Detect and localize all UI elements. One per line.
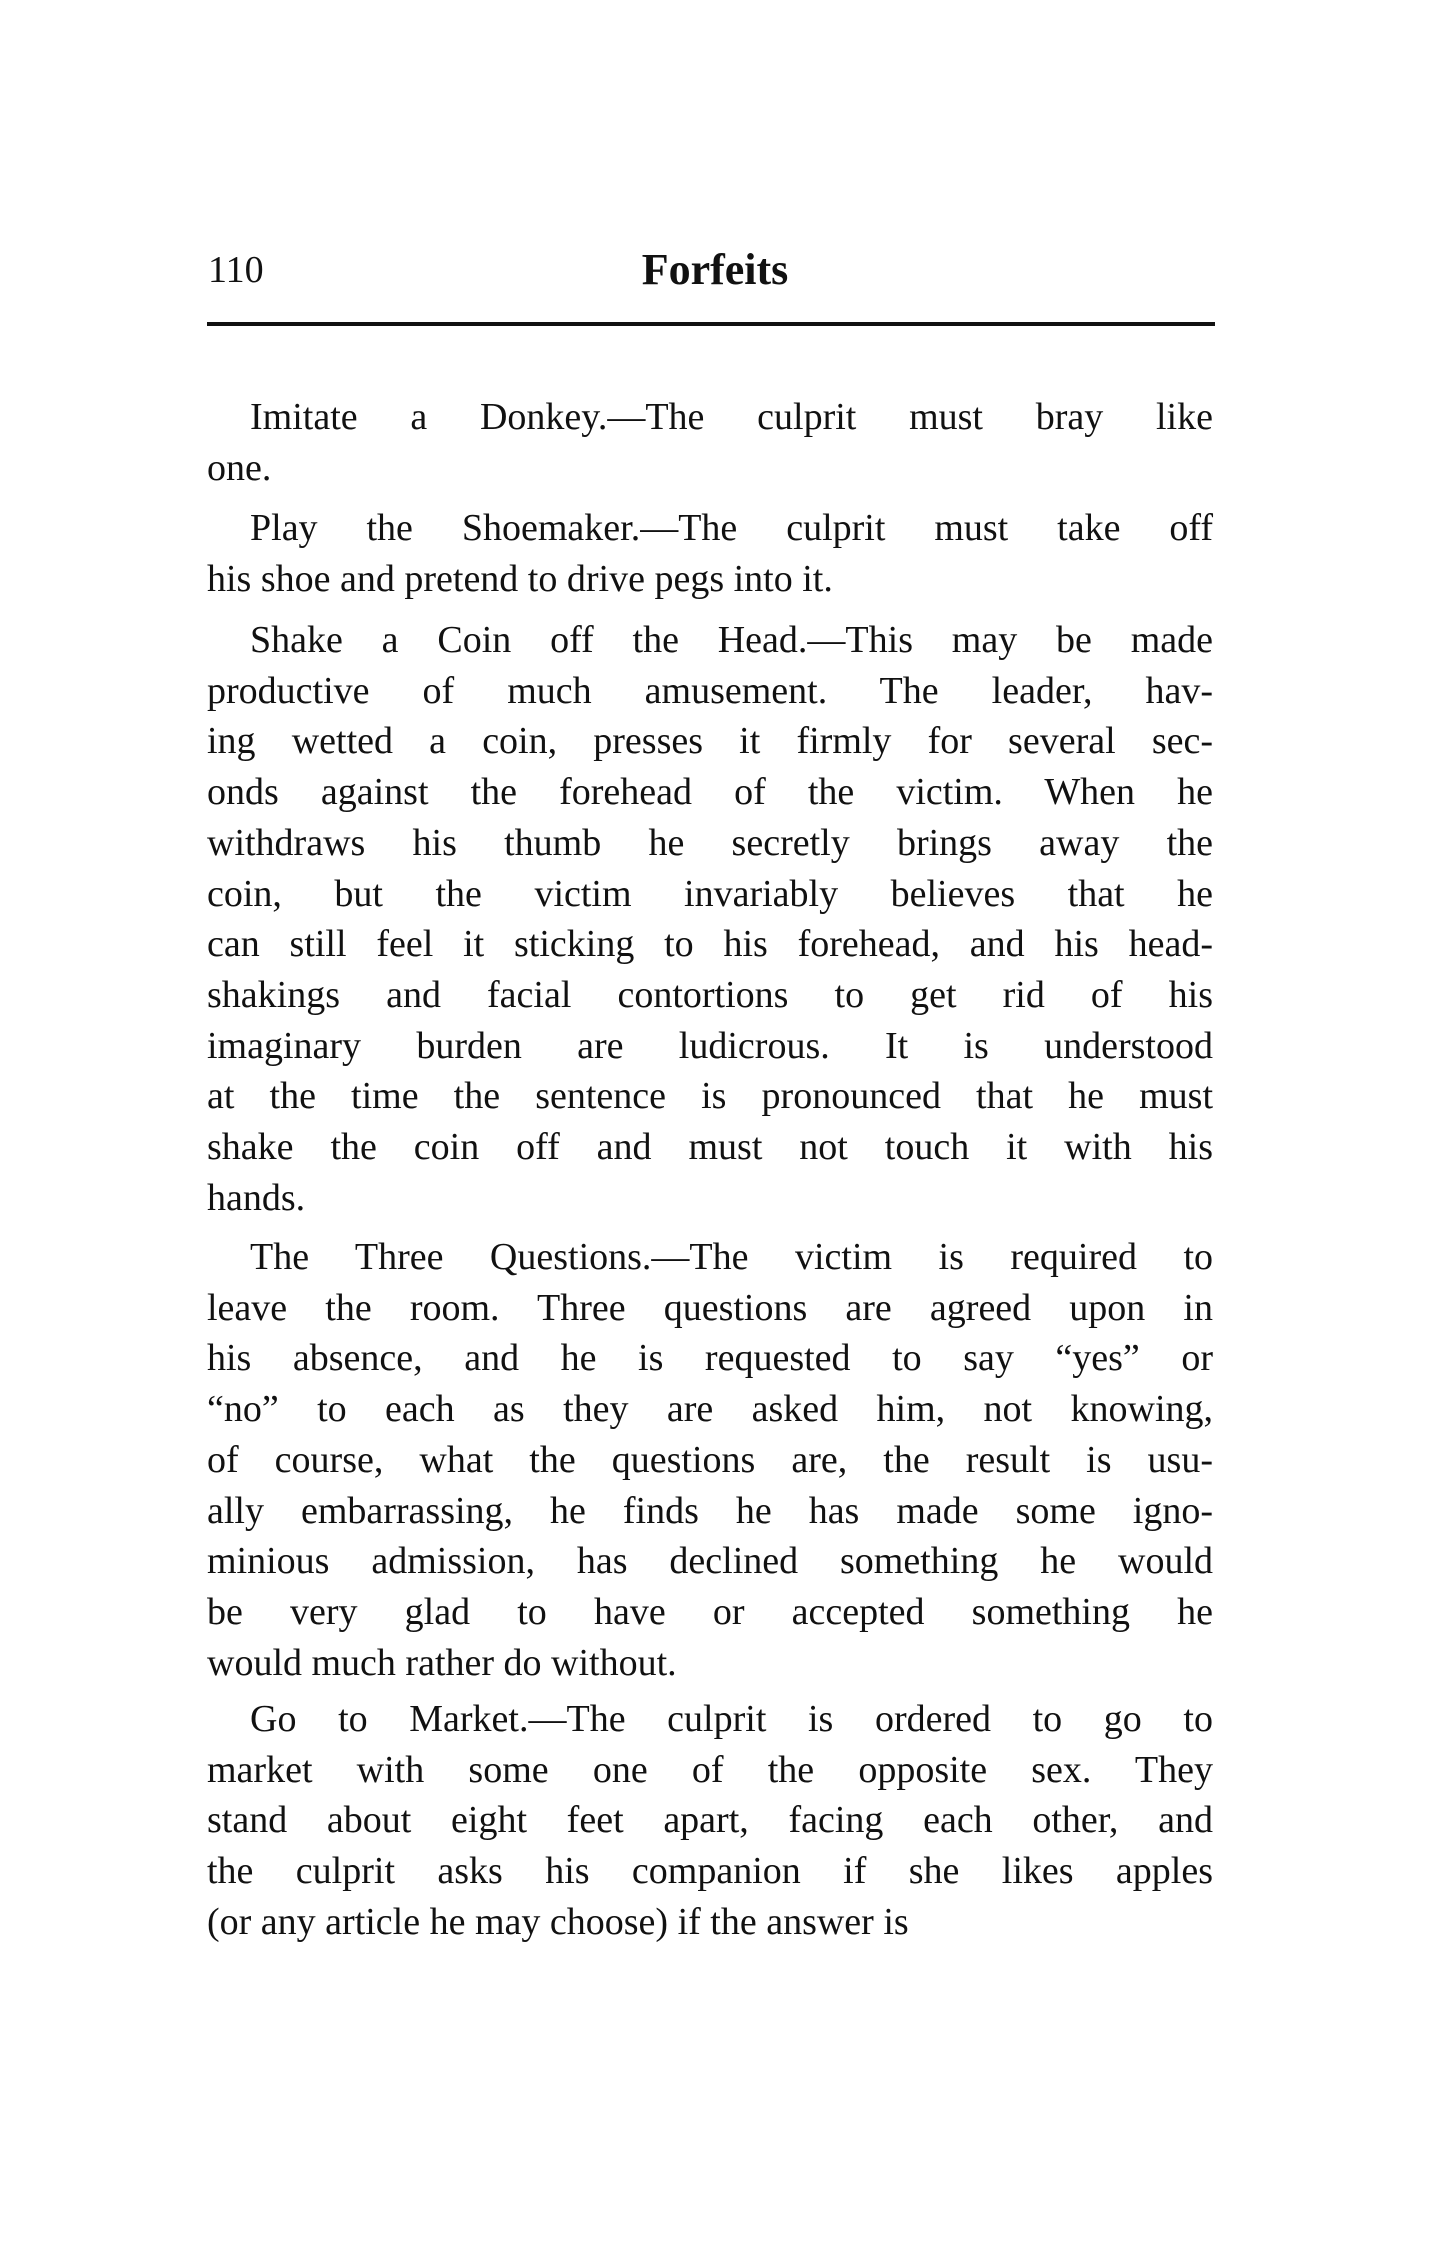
text-line: minious admission, has declined something he would bbox=[207, 1540, 1213, 1583]
text-line: Play the Shoemaker.—The culprit must take off bbox=[250, 507, 1213, 549]
text-line: at the time the sentence is pronounced that he must bbox=[207, 1075, 1213, 1118]
text-line: ing wetted a coin, presses it firmly for several sec- bbox=[207, 720, 1213, 763]
text-line: hands. bbox=[207, 1176, 306, 1219]
text-line: his shoe and pretend to drive pegs into it. bbox=[207, 557, 833, 600]
text-line: Imitate a Donkey.—The culprit must bray like bbox=[250, 396, 1213, 438]
text-line: ally embarrassing, he finds he has made some igno- bbox=[207, 1489, 1213, 1532]
text-line: coin, but the victim invariably believes that he bbox=[207, 872, 1213, 915]
text-line: onds against the forehead of the victim. When he bbox=[207, 771, 1213, 814]
text-line: shakings and facial contortions to get rid of his bbox=[207, 973, 1213, 1016]
text-line: his absence, and he is requested to say “yes” or bbox=[207, 1337, 1213, 1380]
text-line: one. bbox=[207, 446, 272, 489]
text-line: the culprit asks his companion if she likes apples bbox=[207, 1850, 1213, 1893]
text-line: leave the room. Three questions are agreed upon in bbox=[207, 1286, 1213, 1329]
text-line: can still feel it sticking to his forehead, and his head- bbox=[207, 923, 1213, 966]
text-line: stand about eight feet apart, facing each other, and bbox=[207, 1799, 1213, 1842]
running-title: Forfeits bbox=[641, 245, 789, 294]
text-line: shake the coin off and must not touch it with his bbox=[207, 1126, 1213, 1168]
text-line: would much rather do without. bbox=[207, 1641, 677, 1684]
text-line: “no” to each as they are asked him, not knowing, bbox=[207, 1388, 1213, 1431]
text-line: The Three Questions.—The victim is required to bbox=[250, 1236, 1213, 1278]
text-line: (or any article he may choose) if the answer is bbox=[207, 1900, 909, 1943]
text-line: withdraws his thumb he secretly brings away the bbox=[207, 821, 1213, 864]
text-line: market with some one of the opposite sex. They bbox=[207, 1748, 1213, 1791]
text-line: productive of much amusement. The leader, hav- bbox=[207, 669, 1213, 712]
text-line: Shake a Coin off the Head.—This may be made bbox=[250, 619, 1213, 661]
text-line: be very glad to have or accepted something he bbox=[207, 1590, 1213, 1633]
page-number: 110 bbox=[208, 249, 264, 291]
text-line: imaginary burden are ludicrous. It is understood bbox=[207, 1024, 1213, 1067]
header-rule bbox=[207, 322, 1215, 326]
text-line: of course, what the questions are, the result is usu- bbox=[207, 1438, 1213, 1481]
text-line: Go to Market.—The culprit is ordered to go to bbox=[250, 1698, 1213, 1740]
